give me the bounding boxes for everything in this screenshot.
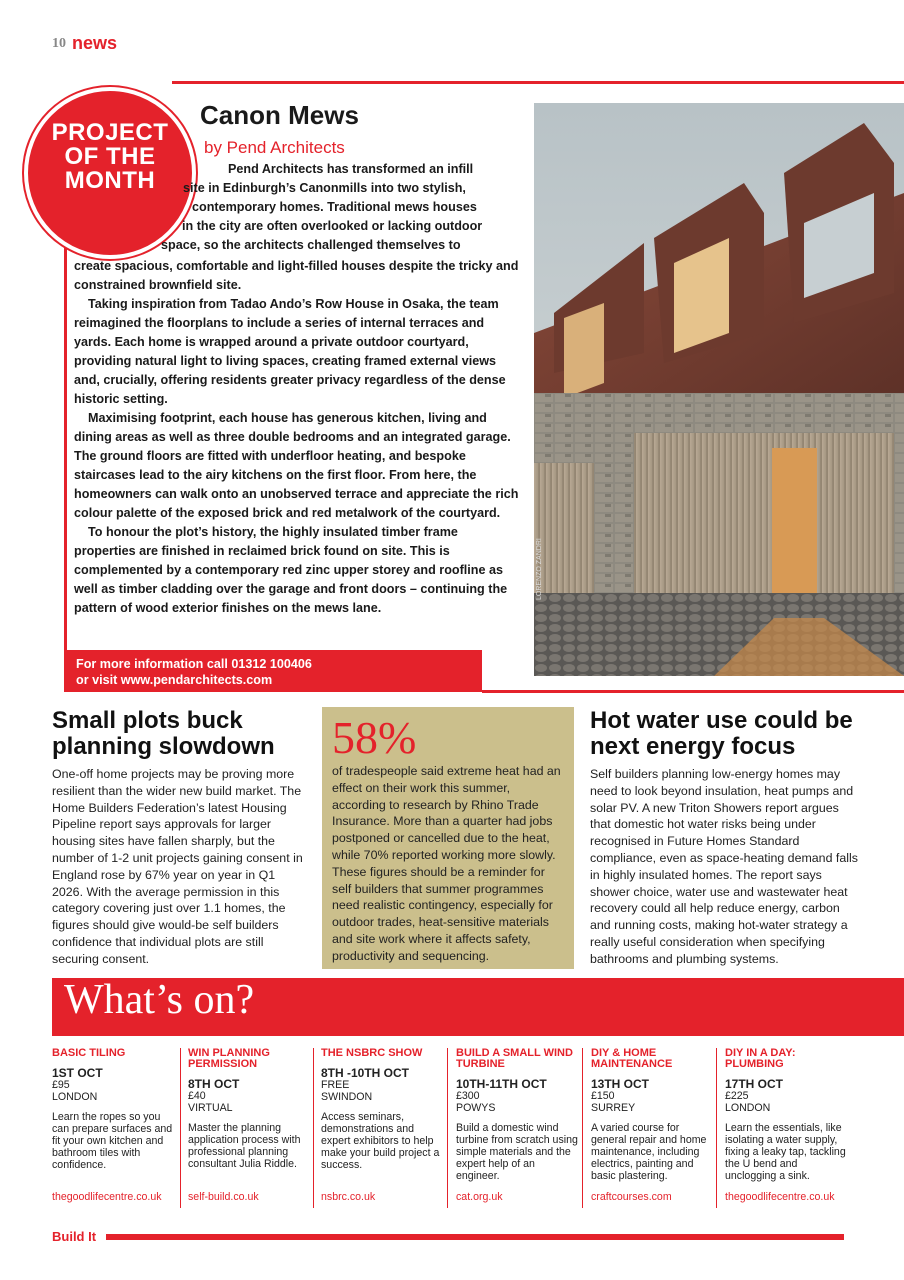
page-number: 10 [52,36,66,51]
event-nsbrc-show [321,1047,443,1203]
event-title: BASIC TILING [52,1047,126,1059]
event-price: £300 [456,1090,480,1102]
event-location: LONDON [725,1102,771,1114]
para-3: Maximising footprint, each house has generous kitchen, living and dining areas as well as three double bedrooms and an integrated garage. The ground floors are fitted with underfloor heating, and bespoke staircases lead to the airy kitchens on the first floor. From here, the homeowners can walk onto an unobserved terrace and appreciate the rich colour palette of the exposed brick and red metalwork of the courtyard. [74,411,519,520]
event-description: Learn the essentials, like isolating a water supply, fixing a leaky tap, tackling the U bend and unclogging a sink. [725,1122,846,1182]
body-hot-water: Self builders planning low-energy homes may need to look beyond insulation, heat pumps and solar PV. A new Triton Showers report argues that domestic hot water risks being under recognised in Future Homes Standard compliance, even as space-heating demand falls in highly insulated homes. The report says shower choice, water use and wastewater heat recovery could all help reduce energy, carbon and running costs, making hot-water strategy a really useful consideration when specifying bathrooms and plumbing systems. [590,767,858,966]
event-description: Access seminars, demonstrations and expert exhibitors to help make your build project a success. [321,1111,440,1171]
event-price: £150 [591,1090,615,1102]
para-1-continued: create spacious, comfortable and light-filled houses despite the tricky and constrained brownfield site. [74,259,519,292]
event-link[interactable]: thegoodlifecentre.co.uk [725,1191,835,1203]
intro-line-4: in the city are often overlooked or lacking outdoor [182,219,483,233]
event-divider [180,1048,181,1208]
whats-on-title: What’s on? [64,977,255,1023]
event-link[interactable]: thegoodlifecentre.co.uk [52,1191,162,1203]
frame-bottom-line [482,690,904,693]
headline-hot-water: Hot water use could be next energy focus [590,707,853,760]
event-price: £95 [52,1079,70,1091]
intro-line-1: Pend Architects has transformed an infill [228,162,474,176]
event-title: THE NSBRC SHOW [321,1047,423,1059]
event-location: SURREY [591,1102,636,1114]
feature-body [74,257,520,618]
para-4: To honour the plot’s history, the highly insulated timber frame properties are finished in reclaimed brick found on site. This is complemented by a contemporary red zinc upper storey and roofline as well as timber cladding over the garage and front doors – continuing the pattern of wood exterior finishes on the mews lane. [74,525,508,615]
event-description: Learn the ropes so you can prepare surfaces and fit your own kitchen and bathroom tiles with confidence. [52,1111,173,1171]
footer-brand: Build It [52,1229,97,1244]
event-divider [447,1048,448,1208]
footer-rule [106,1234,844,1240]
badge-text: PROJECT OF THE MONTH [51,119,169,194]
event-date: 17TH OCT [725,1077,784,1091]
event-date: 1ST OCT [52,1066,103,1080]
stat-box [322,707,574,969]
event-date: 10TH-11TH OCT [456,1077,547,1091]
news-column-hot-water [590,708,860,968]
mews-house-illustration [534,103,904,676]
event-date: 8TH -10TH OCT [321,1066,410,1080]
project-of-the-month-badge [24,87,196,259]
event-link[interactable]: self-build.co.uk [188,1191,259,1203]
headline-small-plots: Small plots buck planning slowdown [52,707,275,760]
intro-line-5: space, so the architects challenged themselves to [161,238,461,252]
event-title: BUILD A SMALL WIND TURBINE [456,1047,573,1070]
para-2: Taking inspiration from Tadao Ando’s Row House in Osaka, the team reimagined the floorplans to include a series of internal terraces and yards. Each home is wrapped around a private outdoor courtyard, providing natural light to living spaces, creating framed external views and, crucially, offering residents greater privacy regardless of the dense historic setting. [74,297,506,406]
event-divider [716,1048,717,1208]
event-title: DIY IN A DAY: PLUMBING [725,1047,796,1070]
event-location: VIRTUAL [188,1102,233,1114]
stat-figure: 58% [332,712,417,763]
event-divider [582,1048,583,1208]
event-price: FREE [321,1079,350,1091]
event-description: Master the planning application process with professional planning consultant Julia Riddle. [188,1122,301,1170]
event-location: LONDON [52,1091,98,1103]
frame-left-line [64,230,67,650]
contact-website: or visit www.pendarchitects.com [76,673,273,687]
contact-phone: For more information call 01312 100406 [76,657,312,671]
event-divider [313,1048,314,1208]
event-date: 13TH OCT [591,1077,650,1091]
event-title: DIY & HOME MAINTENANCE [591,1047,673,1070]
event-title: WIN PLANNING PERMISSION [188,1047,270,1070]
news-column-small-plots [52,708,308,968]
event-description: Build a domestic wind turbine from scratch using simple materials and the expert help of an engineer. [456,1122,578,1182]
event-planning-permission [188,1047,310,1203]
event-price: £225 [725,1090,749,1102]
intro-line-2: site in Edinburgh’s Canonmills into two stylish, [183,181,466,195]
section-label: news [72,33,118,53]
event-plumbing [725,1047,847,1203]
event-wind-turbine [456,1047,578,1203]
event-price: £40 [188,1090,206,1102]
intro-line-3: contemporary homes. Traditional mews houses [192,200,477,214]
event-location: POWYS [456,1102,496,1114]
contact-box [64,650,482,692]
event-link[interactable]: nsbrc.co.uk [321,1191,376,1203]
event-home-maintenance [591,1047,713,1203]
event-link[interactable]: craftcourses.com [591,1191,672,1203]
stat-body: of tradespeople said extreme heat had an effect on their work this summer, according to research by Rhino Trade Insurance. More than a quarter had jobs postponed or cancelled due to the heat, while 70% reported working more slowly. These figures should be a reminder for self builders that summer programmes need realistic contingency, especially for outdoor trades, heat-sensitive materials and site work where it affects safety, productivity and sequencing. [332,764,561,963]
event-description: A varied course for general repair and home maintenance, including electrics, painting and basic plastering. [591,1122,707,1182]
event-location: SWINDON [321,1091,373,1103]
feature-photo [534,103,904,676]
event-basic-tiling [52,1047,174,1203]
feature-title: Canon Mews [200,100,359,130]
event-link[interactable]: cat.org.uk [456,1191,503,1203]
frame-top-line [172,81,904,84]
event-date: 8TH OCT [188,1077,240,1091]
feature-byline: by Pend Architects [204,138,345,157]
photo-credit: LORENZO ZANDRI [536,538,543,600]
body-small-plots: One-off home projects may be proving more resilient than the wider new build market. The Home Builders Federation’s latest Housing Pipeline report says approvals for larger housing sites have fallen sharply, but the number of 1-2 unit projects gaining consent in England rose by 67% year on year in Q1 2026. With the average permission in this category covering just over 1.1 homes, the figures should give would-be self builders confidence that individual plots are still securing consent. [52,767,303,966]
